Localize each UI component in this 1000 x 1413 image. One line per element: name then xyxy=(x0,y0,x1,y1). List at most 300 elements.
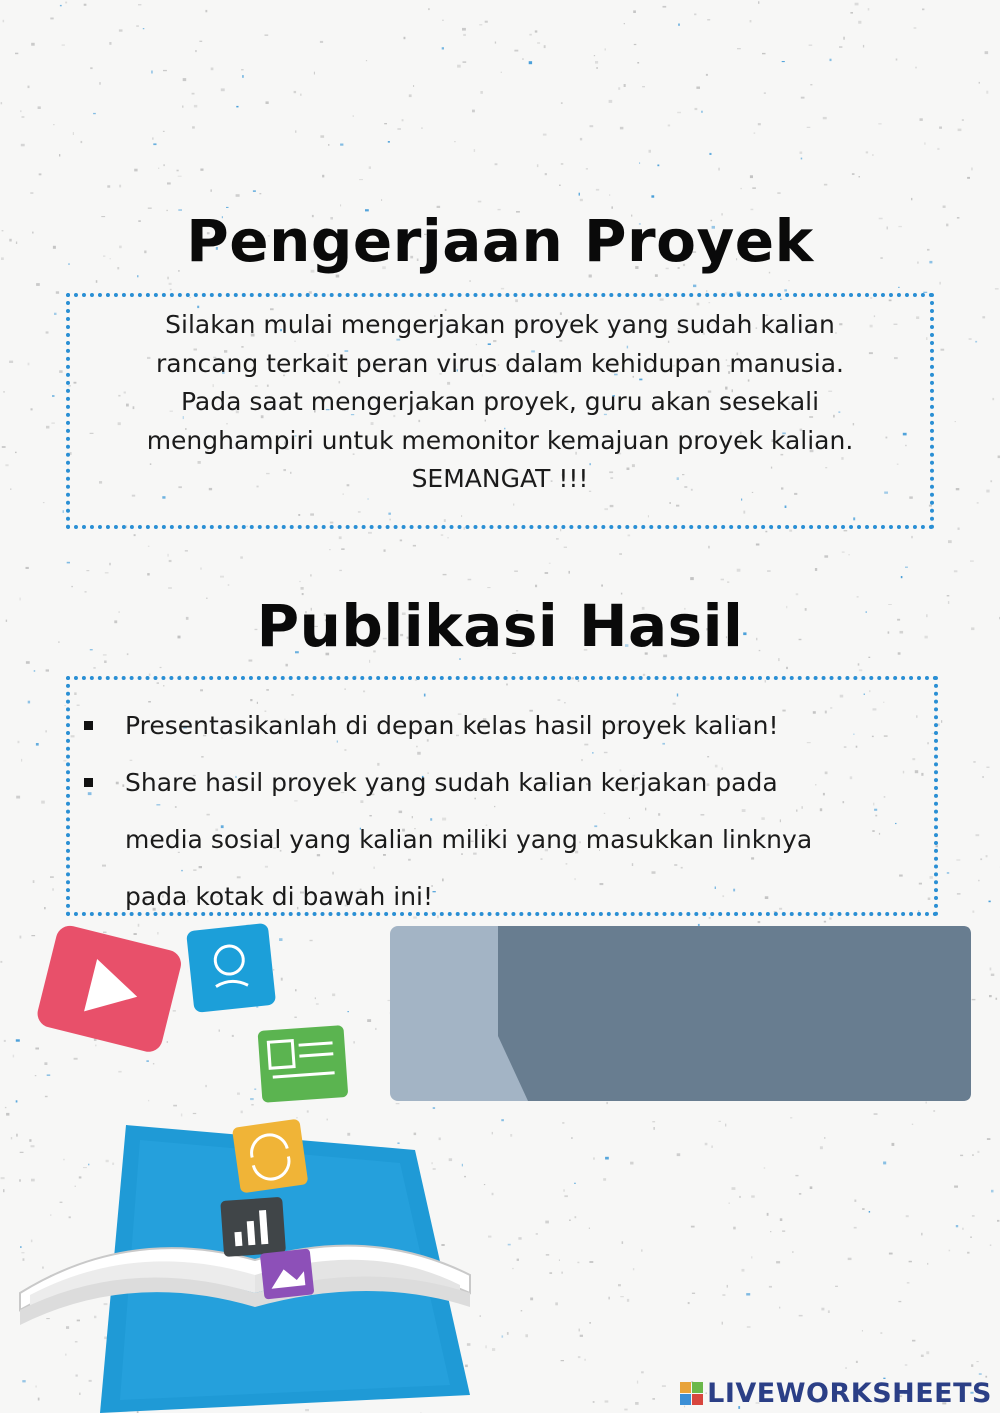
speckle xyxy=(109,563,111,566)
speckle xyxy=(844,530,848,531)
speckle xyxy=(652,1398,655,1400)
logo-cubes-icon xyxy=(680,1382,703,1405)
speckle xyxy=(571,1137,573,1139)
speckle xyxy=(756,544,760,546)
speckle xyxy=(487,587,490,588)
speckle xyxy=(39,173,42,175)
speckle xyxy=(579,193,580,196)
speckle xyxy=(535,585,537,588)
speckle xyxy=(706,290,707,292)
speckle xyxy=(26,661,30,664)
speckle xyxy=(169,560,172,562)
speckle xyxy=(545,1221,549,1224)
speckle xyxy=(960,1155,963,1156)
speckle xyxy=(413,545,416,547)
speckle xyxy=(990,480,992,482)
speckle xyxy=(954,1186,958,1188)
speckle xyxy=(168,587,172,588)
speckle xyxy=(901,576,903,578)
speckle xyxy=(979,82,980,84)
speckle xyxy=(911,198,912,200)
speckle xyxy=(50,876,54,878)
speckle xyxy=(168,554,169,557)
speckle xyxy=(236,194,240,197)
speckle xyxy=(104,661,107,664)
speckle xyxy=(404,37,406,39)
speckle xyxy=(153,143,156,145)
speckle xyxy=(751,1256,752,1258)
speckle xyxy=(46,730,47,732)
speckle xyxy=(909,1261,912,1263)
speckle xyxy=(892,1143,895,1146)
speckle xyxy=(727,581,729,583)
speckle xyxy=(824,1137,825,1139)
speckle xyxy=(747,1327,751,1328)
speckle xyxy=(782,61,785,62)
speckle xyxy=(972,1215,975,1217)
speckle xyxy=(634,44,637,45)
speckle xyxy=(896,59,898,61)
speckle xyxy=(28,86,30,89)
speckle xyxy=(854,1200,856,1202)
speckle xyxy=(751,1195,755,1197)
speckle xyxy=(940,282,941,285)
speckle xyxy=(627,1299,629,1302)
speckle xyxy=(26,567,29,569)
speckle xyxy=(633,10,636,13)
speckle xyxy=(883,1162,886,1165)
speckle xyxy=(562,1122,564,1123)
speckle xyxy=(167,182,171,184)
speckle xyxy=(709,153,711,155)
speckle xyxy=(921,1233,922,1236)
speckle xyxy=(152,137,154,139)
speckle xyxy=(869,1211,870,1213)
speckle xyxy=(605,1400,609,1402)
speckle xyxy=(926,1102,927,1104)
speckle xyxy=(694,14,696,16)
speckle xyxy=(51,423,55,424)
speckle xyxy=(982,316,985,318)
speckle xyxy=(589,1322,591,1324)
instruction-line: Silakan mulai mengerjakan proyek yang sudah kalian xyxy=(165,310,835,339)
speckle xyxy=(725,1124,726,1127)
chat-icon xyxy=(186,923,276,1013)
speckle xyxy=(20,110,21,112)
speckle xyxy=(46,426,49,429)
speckle xyxy=(294,91,297,93)
speckle xyxy=(641,1371,644,1373)
link-box-panel xyxy=(498,926,971,1101)
speckle xyxy=(384,123,387,124)
speckle xyxy=(443,574,447,575)
speckle xyxy=(320,41,323,43)
liveworksheets-logo xyxy=(680,1378,992,1409)
speckle xyxy=(388,141,390,143)
speckle xyxy=(28,363,30,366)
speckle xyxy=(707,19,710,21)
section-title-pengerjaan: Pengerjaan Proyek xyxy=(186,207,814,275)
speckle xyxy=(53,124,55,125)
speckle xyxy=(971,168,972,171)
speckle xyxy=(46,669,49,671)
speckle xyxy=(545,572,549,574)
speckle xyxy=(800,152,803,154)
speckle xyxy=(84,4,87,6)
speckle xyxy=(708,546,710,549)
speckle xyxy=(956,488,960,490)
speckle xyxy=(618,87,620,90)
speckle xyxy=(982,776,984,778)
speckle xyxy=(815,568,817,571)
document-icon xyxy=(258,1025,349,1103)
speckle xyxy=(341,548,344,550)
speckle xyxy=(447,537,448,538)
speckle xyxy=(514,571,518,572)
speckle xyxy=(933,1110,935,1111)
speckle xyxy=(86,570,89,571)
speckle xyxy=(492,1132,493,1135)
refresh-icon xyxy=(232,1119,309,1194)
speckle xyxy=(194,105,197,108)
speckle xyxy=(369,660,370,663)
speckle xyxy=(492,1348,495,1351)
list-item-text: Presentasikanlah di depan kelas hasil proyek kalian! xyxy=(125,711,779,740)
speckle xyxy=(501,288,504,290)
speckle xyxy=(765,531,767,533)
speckle xyxy=(956,860,960,861)
speckle xyxy=(44,907,46,909)
speckle xyxy=(688,1302,690,1304)
speckle xyxy=(119,185,121,188)
speckle xyxy=(721,579,724,581)
speckle xyxy=(872,154,873,156)
speckle xyxy=(580,138,582,141)
speckle xyxy=(770,1231,771,1232)
speckle xyxy=(480,91,483,94)
speckle xyxy=(517,1259,519,1261)
speckle xyxy=(384,549,386,551)
speckle xyxy=(43,502,45,503)
speckle xyxy=(99,82,101,85)
image-icon xyxy=(260,1249,315,1300)
speckle xyxy=(400,540,402,542)
speckle xyxy=(472,110,475,113)
speckle xyxy=(967,177,970,179)
speckle xyxy=(608,1297,610,1300)
speckle xyxy=(205,10,207,12)
speckle xyxy=(556,538,559,540)
speckle xyxy=(397,129,401,130)
speckle xyxy=(21,144,25,147)
speckle xyxy=(93,113,96,114)
speckle xyxy=(578,1356,581,1358)
speckle xyxy=(163,131,165,132)
speckle xyxy=(469,280,471,282)
speckle xyxy=(463,34,466,36)
speckle xyxy=(353,115,354,116)
speckle xyxy=(858,21,861,24)
speckle xyxy=(605,1157,609,1160)
speckle xyxy=(922,9,924,11)
speckle xyxy=(195,50,197,52)
speckle xyxy=(889,1253,893,1255)
speckle xyxy=(584,1359,585,1361)
speckle xyxy=(63,510,64,513)
speckle xyxy=(536,1233,538,1234)
speckle xyxy=(776,1261,780,1263)
speckle xyxy=(782,1230,785,1232)
speckle xyxy=(739,1196,741,1198)
speckle xyxy=(46,331,49,333)
speckle xyxy=(843,37,845,40)
speckle xyxy=(732,1187,736,1190)
speckle xyxy=(839,46,842,48)
speckle xyxy=(329,549,330,550)
speckle xyxy=(241,69,244,70)
speckle xyxy=(975,341,977,343)
speckle xyxy=(259,193,261,194)
speckle xyxy=(911,536,913,538)
speckle xyxy=(442,20,443,21)
speckle xyxy=(478,201,482,203)
speckle xyxy=(589,1261,593,1263)
speckle xyxy=(56,291,59,294)
speckle xyxy=(970,560,974,561)
speckle xyxy=(109,42,111,45)
speckle xyxy=(705,1143,708,1146)
speckle xyxy=(958,528,960,530)
speckle xyxy=(300,94,301,96)
speckle xyxy=(546,1254,549,1256)
speckle xyxy=(969,338,972,340)
instruction-line: rancang terkait peran virus dalam kehidupan manusia. xyxy=(156,348,844,378)
speckle xyxy=(603,1178,606,1181)
speckle xyxy=(41,801,45,804)
speckle xyxy=(537,43,540,44)
speckle xyxy=(906,1215,909,1217)
speckle xyxy=(242,75,243,78)
speckle xyxy=(997,1220,999,1222)
speckle xyxy=(21,759,22,762)
speckle xyxy=(971,1364,973,1367)
speckle xyxy=(642,86,645,87)
speckle xyxy=(937,148,939,150)
speckle xyxy=(151,71,153,74)
speckle xyxy=(413,85,414,87)
speckle xyxy=(402,119,404,121)
speckle xyxy=(510,1134,512,1137)
speckle xyxy=(299,581,300,582)
speckle xyxy=(758,123,761,125)
speckle xyxy=(754,133,756,134)
speckle xyxy=(322,175,324,178)
speckle xyxy=(863,45,864,48)
speckle xyxy=(158,168,159,169)
speckle xyxy=(662,1386,666,1387)
speckle xyxy=(641,1249,642,1251)
speckle xyxy=(848,1258,852,1260)
speckle xyxy=(801,97,805,99)
speckle xyxy=(368,532,372,534)
speckle xyxy=(912,1124,913,1125)
speckle xyxy=(973,761,975,762)
speckle xyxy=(474,149,475,152)
speckle xyxy=(927,1263,928,1265)
speckle xyxy=(549,563,551,564)
speckle xyxy=(986,855,988,857)
speckle xyxy=(977,502,979,503)
speckle xyxy=(972,1154,974,1156)
speckle xyxy=(711,1146,713,1148)
speckle xyxy=(590,125,594,127)
speckle xyxy=(521,1310,523,1311)
speckle xyxy=(559,1260,560,1261)
speckle xyxy=(828,1310,830,1313)
speckle xyxy=(823,117,827,119)
speckle xyxy=(236,106,238,108)
speckle xyxy=(147,573,150,575)
speckle xyxy=(622,1241,624,1244)
speckle xyxy=(820,1146,823,1149)
speckle xyxy=(991,1190,994,1193)
speckle xyxy=(530,1298,533,1301)
speckle xyxy=(336,275,340,278)
speckle xyxy=(921,1355,924,1357)
speckle xyxy=(764,92,766,94)
speckle xyxy=(799,1193,801,1195)
speckle xyxy=(31,408,33,410)
speckle xyxy=(954,570,958,572)
speckle xyxy=(9,361,13,363)
speckle xyxy=(852,173,855,175)
speckle xyxy=(543,134,547,136)
speckle xyxy=(495,42,496,44)
speckle xyxy=(200,568,201,570)
speckle xyxy=(624,23,625,24)
speckle xyxy=(693,285,696,288)
speckle xyxy=(920,118,923,121)
speckle xyxy=(767,1213,769,1216)
speckle xyxy=(939,127,942,129)
speckle xyxy=(691,1226,695,1228)
speckle xyxy=(620,1296,624,1297)
speckle xyxy=(955,421,956,422)
speckle xyxy=(722,1322,723,1325)
speckle xyxy=(211,189,212,191)
speckle xyxy=(972,999,976,1000)
speckle xyxy=(976,834,980,836)
speckle xyxy=(563,1189,565,1191)
speckle xyxy=(134,534,136,536)
speckle xyxy=(65,2,67,4)
speckle xyxy=(339,570,342,571)
speckle xyxy=(750,175,753,178)
speckle xyxy=(810,84,812,85)
speckle xyxy=(177,170,179,172)
speckle xyxy=(454,141,456,142)
speckle xyxy=(52,395,55,397)
speckle xyxy=(240,556,243,558)
speckle xyxy=(727,1285,728,1288)
speckle xyxy=(537,164,539,167)
speckle xyxy=(529,34,531,36)
speckle xyxy=(492,1193,494,1195)
speckle xyxy=(514,50,518,52)
speckle xyxy=(677,1153,681,1156)
bullet-square-icon xyxy=(84,721,93,730)
speckle xyxy=(780,1218,783,1221)
list-item-text: media sosial yang kalian miliki yang masukkan linknya xyxy=(125,825,813,854)
speckle xyxy=(620,127,624,130)
speckle xyxy=(790,1117,792,1118)
speckle xyxy=(907,1282,910,1283)
speckle xyxy=(958,129,962,132)
speckle xyxy=(850,12,853,14)
speckle xyxy=(28,701,30,704)
speckle xyxy=(134,169,137,172)
speckle xyxy=(441,534,443,535)
speckle xyxy=(746,1293,750,1295)
speckle xyxy=(192,126,195,128)
speckle xyxy=(569,1220,571,1222)
speckle xyxy=(596,67,598,69)
speckle xyxy=(535,30,538,32)
education-illustration xyxy=(0,915,480,1413)
speckle xyxy=(59,154,60,156)
speckle xyxy=(668,125,670,127)
instruction-line: SEMANGAT !!! xyxy=(411,464,589,493)
speckle xyxy=(695,108,698,110)
speckle xyxy=(529,61,532,64)
speckle xyxy=(148,546,150,547)
speckle xyxy=(442,47,444,49)
list-item-text: pada kotak di bawah ini! xyxy=(125,882,434,911)
speckle xyxy=(792,1251,793,1253)
speckle xyxy=(991,974,995,976)
speckle xyxy=(750,20,752,22)
speckle xyxy=(555,1302,558,1305)
speckle xyxy=(1,102,2,104)
speckle xyxy=(512,1268,513,1269)
speckle xyxy=(579,1329,581,1332)
speckle xyxy=(862,1208,865,1210)
speckle xyxy=(941,720,942,723)
speckle xyxy=(677,112,681,113)
speckle xyxy=(577,1262,579,1264)
speckle xyxy=(947,872,949,874)
speckle xyxy=(729,1203,730,1204)
speckle xyxy=(163,164,164,166)
speckle xyxy=(484,1184,485,1185)
speckle xyxy=(488,1236,491,1238)
speckle xyxy=(980,858,982,860)
speckle xyxy=(199,41,202,42)
speckle xyxy=(624,84,626,87)
speckle xyxy=(163,70,167,71)
speckle xyxy=(795,1175,798,1176)
speckle xyxy=(90,67,92,69)
speckle xyxy=(485,1345,486,1348)
speckle xyxy=(856,1361,858,1363)
speckle xyxy=(957,893,961,895)
speckle xyxy=(605,48,607,50)
speckle xyxy=(777,192,780,194)
list-item xyxy=(80,754,900,925)
speckle xyxy=(170,289,172,291)
speckle xyxy=(767,570,771,572)
speckle xyxy=(722,1294,725,1296)
